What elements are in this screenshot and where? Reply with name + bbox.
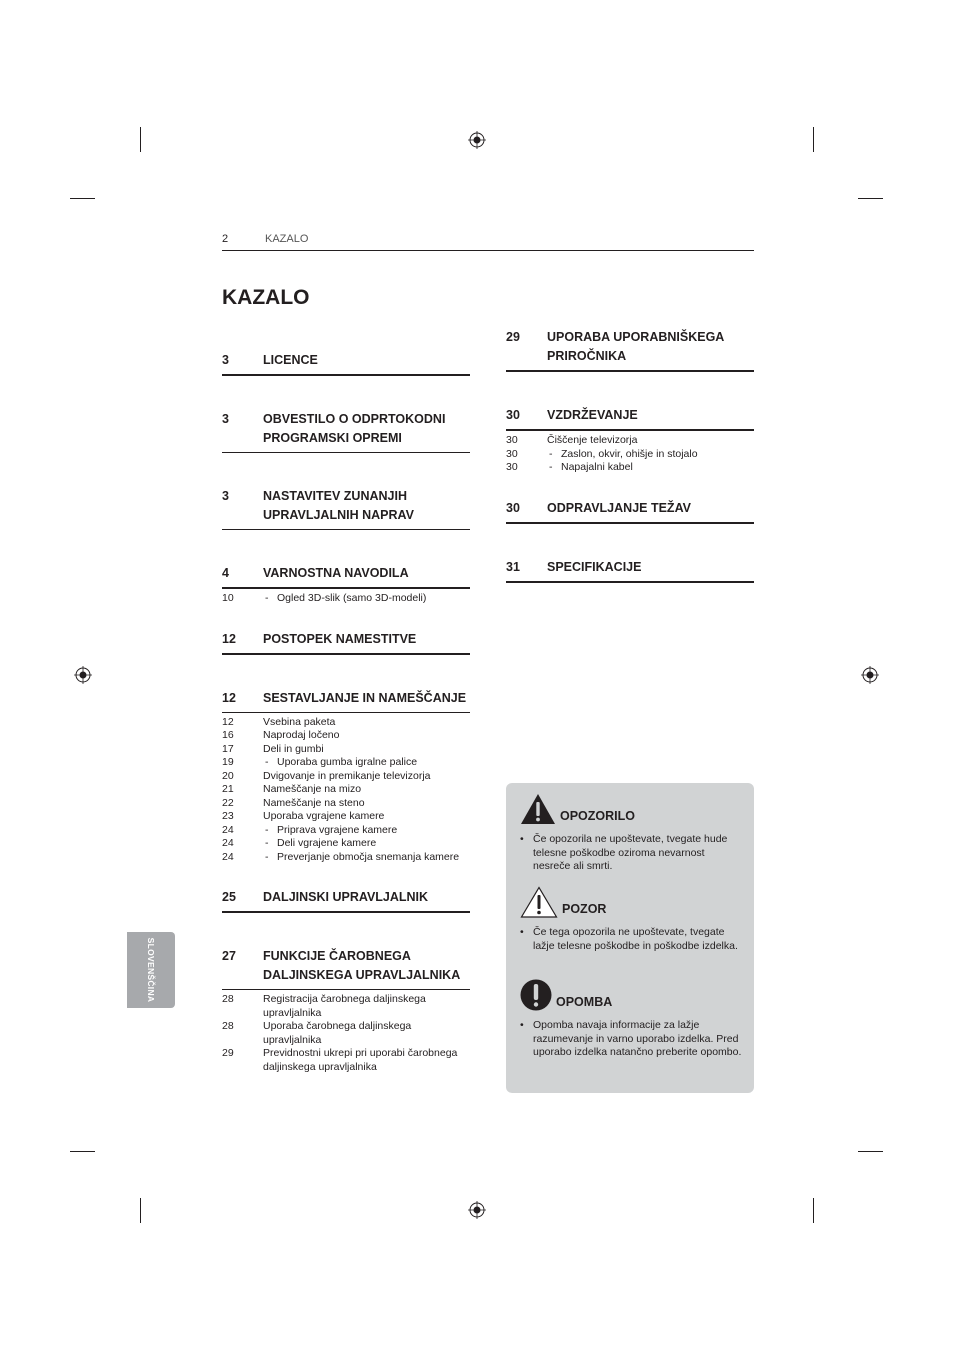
toc-subentry[interactable] — [222, 1047, 470, 1074]
toc-subentry-text: Nameščanje na steno — [263, 796, 365, 809]
toc-subentry-text: Ogled 3D-slik (samo 3D-modeli) — [277, 592, 427, 604]
toc-section — [222, 400, 470, 453]
warning-notice — [520, 789, 742, 874]
toc-subentry-page: 10 — [222, 592, 234, 604]
toc-section — [222, 620, 470, 655]
page-title: KAZALO — [222, 286, 310, 309]
toc-subentry-page: 30 — [506, 447, 518, 460]
header-rule — [222, 250, 754, 251]
crop-mark — [140, 127, 141, 152]
toc-section-title: POSTOPEK NAMESTITVE — [263, 631, 417, 646]
toc-subentry-text: Napajalni kabel — [561, 461, 633, 473]
toc-subentry[interactable] — [506, 448, 754, 462]
toc-section — [506, 548, 754, 583]
toc-subentry-text: Dvigovanje in premikanje televizorja — [263, 769, 431, 782]
toc-subentry-text: Registracija čarobnega daljinskega upravljalnika — [263, 993, 426, 1019]
toc-subentry[interactable] — [222, 756, 470, 770]
toc-section-title: FUNKCIJE ČAROBNEGA DALJINSKEGA UPRAVLJALNIKA — [263, 949, 461, 982]
warning-triangle-filled-icon — [520, 793, 556, 825]
toc-subentry[interactable] — [222, 810, 470, 824]
toc-subentry-page: 23 — [222, 810, 234, 822]
toc-section-heading[interactable] — [506, 396, 754, 431]
toc-page-number: 12 — [222, 690, 236, 705]
toc-subentry[interactable] — [222, 1020, 470, 1047]
toc-subentry-text: Deli in gumbi — [263, 742, 324, 755]
toc-subentry-text: Čiščenje televizorja — [547, 434, 638, 446]
toc-section-title: NASTAVITEV ZUNANJIH UPRAVLJALNIH NAPRAV — [263, 489, 414, 522]
toc-subentry-text: Uporaba čarobnega daljinskega upravljalnika — [263, 1020, 412, 1046]
caution-notice — [520, 882, 742, 953]
toc-subentry-text: Uporaba vgrajene kamere — [263, 810, 385, 822]
warning-title: OPOZORILO — [560, 809, 635, 823]
toc-section-heading[interactable] — [222, 400, 470, 453]
toc-section — [222, 878, 470, 913]
toc-subentry-page: 19 — [222, 756, 234, 768]
toc-section-heading[interactable] — [222, 878, 470, 913]
toc-subentry-text: Previdnostni ukrepi pri uporabi čarobnega daljinskega upravljalnika — [263, 1047, 458, 1073]
toc-subentry-page: 12 — [222, 715, 234, 728]
toc-left-column — [222, 341, 470, 1074]
toc-subentry-text: Uporaba gumba igralne palice — [277, 756, 418, 768]
toc-subentry-text: Nameščanje na mizo — [263, 783, 362, 795]
crop-mark — [813, 1198, 814, 1223]
toc-subentry-page: 24 — [222, 823, 234, 836]
registration-mark-icon — [74, 666, 92, 684]
toc-section-heading[interactable] — [222, 937, 470, 990]
registration-mark-icon — [468, 131, 486, 149]
toc-section — [506, 396, 754, 475]
toc-subentry-text: Deli vgrajene kamere — [277, 837, 377, 849]
toc-subentry[interactable] — [506, 461, 754, 475]
note-title: OPOMBA — [556, 995, 613, 1009]
toc-subentry-dash: - — [265, 756, 269, 768]
toc-subentry-dash: - — [265, 837, 269, 849]
toc-subentry-list — [222, 589, 470, 606]
toc-page-number: 3 — [222, 489, 229, 503]
crop-mark — [813, 127, 814, 152]
toc-right-column — [506, 318, 754, 583]
toc-section-title: LICENCE — [263, 353, 318, 367]
toc-section — [222, 937, 470, 1074]
toc-subentry[interactable] — [222, 993, 470, 1020]
running-header-title: KAZALO — [265, 233, 309, 245]
bullet: • — [520, 1019, 524, 1031]
toc-subentry-list — [222, 713, 470, 865]
toc-page-number: 4 — [222, 566, 229, 580]
toc-section — [222, 341, 470, 376]
crop-mark — [858, 198, 883, 199]
toc-subentry-page: 22 — [222, 796, 234, 809]
toc-section-title: VARNOSTNA NAVODILA — [263, 566, 409, 580]
toc-section-heading[interactable] — [222, 679, 470, 713]
toc-page-number: 30 — [506, 500, 520, 515]
toc-section-heading[interactable] — [222, 620, 470, 655]
page-number: 2 — [222, 233, 229, 245]
toc-subentry-dash: - — [549, 461, 553, 473]
toc-subentry-text: Preverjanje območja snemanja kamere — [277, 850, 460, 863]
toc-subentry-dash: - — [265, 592, 269, 604]
note-exclamation-circle-icon — [520, 979, 552, 1011]
toc-subentry-page: 17 — [222, 742, 234, 755]
toc-subentry[interactable] — [222, 851, 470, 865]
toc-subentry-text: Naprodaj ločeno — [263, 729, 340, 741]
caution-title: POZOR — [562, 902, 607, 916]
toc-subentry[interactable] — [506, 434, 754, 448]
toc-section — [222, 477, 470, 530]
toc-page-number: 27 — [222, 949, 236, 963]
crop-mark — [70, 198, 95, 199]
crop-mark — [140, 1198, 141, 1223]
registration-mark-icon — [468, 1201, 486, 1219]
toc-subentry-page: 24 — [222, 850, 234, 863]
toc-subentry[interactable] — [222, 743, 470, 757]
toc-section-title: DALJINSKI UPRAVLJALNIK — [263, 890, 429, 904]
toc-section — [506, 489, 754, 524]
toc-section-heading[interactable] — [222, 554, 470, 589]
caution-triangle-outline-icon — [520, 886, 558, 918]
toc-page-number: 12 — [222, 631, 236, 646]
toc-subentry-text: Priprava vgrajene kamere — [277, 823, 398, 836]
language-tab-label: SLOVENŠČINA — [146, 937, 156, 1003]
toc-subentry[interactable] — [222, 716, 470, 730]
crop-mark — [70, 1151, 95, 1152]
toc-subentry[interactable] — [222, 824, 470, 838]
toc-section-heading[interactable] — [222, 341, 470, 376]
toc-subentry[interactable] — [222, 837, 470, 851]
toc-subentry[interactable] — [222, 729, 470, 743]
toc-page-number: 3 — [222, 353, 229, 367]
toc-section-heading[interactable] — [222, 477, 470, 530]
toc-page-number: 29 — [506, 330, 520, 344]
toc-subentry-list — [506, 431, 754, 475]
toc-section-title: OBVESTILO O ODPRTOKODNI PROGRAMSKI OPREMI — [263, 412, 446, 445]
toc-page-number: 3 — [222, 412, 229, 426]
toc-subentry[interactable] — [222, 770, 470, 784]
toc-section-title: SPECIFIKACIJE — [547, 559, 642, 574]
toc-subentry-page: 21 — [222, 783, 234, 795]
note-text: Opomba navaja informacije za lažje razumevanje in varno uporabo izdelka. Pred uporabo izdelka natančno preberite opombo. — [533, 1019, 742, 1058]
toc-subentry-dash: - — [265, 850, 269, 863]
toc-subentry-page: 28 — [222, 993, 234, 1005]
toc-subentry-page: 29 — [222, 1047, 234, 1059]
toc-page-number: 25 — [222, 890, 236, 904]
toc-page-number: 31 — [506, 559, 520, 574]
toc-subentry-text: Zaslon, okvir, ohišje in stojalo — [561, 447, 698, 460]
toc-subentry-dash: - — [265, 823, 269, 836]
toc-section — [506, 318, 754, 372]
toc-subentry-list — [222, 990, 470, 1074]
toc-subentry-page: 30 — [506, 434, 518, 446]
toc-section-title: UPORABA UPORABNIŠKEGA PRIROČNIKA — [547, 330, 724, 363]
bullet: • — [520, 833, 524, 845]
toc-section-heading[interactable] — [506, 318, 754, 372]
bullet: • — [520, 926, 524, 938]
toc-subentry-dash: - — [549, 447, 553, 460]
toc-subentry-page: 16 — [222, 729, 234, 741]
note-notice — [520, 975, 742, 1060]
warning-text: Če opozorila ne upoštevate, tvegate hude telesne poškodbe oziroma nevarnost nesreče ali smrti. — [533, 833, 728, 872]
toc-subentry-page: 24 — [222, 837, 234, 849]
toc-section-heading[interactable] — [506, 489, 754, 524]
language-tab — [127, 932, 175, 1008]
crop-mark — [858, 1151, 883, 1152]
toc-subentry[interactable] — [222, 783, 470, 797]
toc-subentry[interactable] — [222, 797, 470, 811]
safety-notice-box — [506, 783, 754, 1093]
toc-section — [222, 679, 470, 865]
toc-section — [222, 554, 470, 606]
toc-subentry-page: 20 — [222, 769, 234, 782]
caution-text: Če tega opozorila ne upoštevate, tvegate lažje telesne poškodbe in poškodbe izdelka. — [533, 926, 738, 952]
toc-subentry-text: Vsebina paketa — [263, 715, 336, 728]
toc-page-number: 30 — [506, 408, 520, 422]
toc-section-heading[interactable] — [506, 548, 754, 583]
registration-mark-icon — [861, 666, 879, 684]
toc-subentry[interactable] — [222, 592, 470, 606]
toc-section-title: VZDRŽEVANJE — [547, 408, 638, 422]
toc-section-title: SESTAVLJANJE IN NAMEŠČANJE — [263, 690, 467, 705]
toc-subentry-page: 28 — [222, 1020, 234, 1032]
toc-section-title: ODPRAVLJANJE TEŽAV — [547, 500, 692, 515]
toc-subentry-page: 30 — [506, 461, 518, 473]
